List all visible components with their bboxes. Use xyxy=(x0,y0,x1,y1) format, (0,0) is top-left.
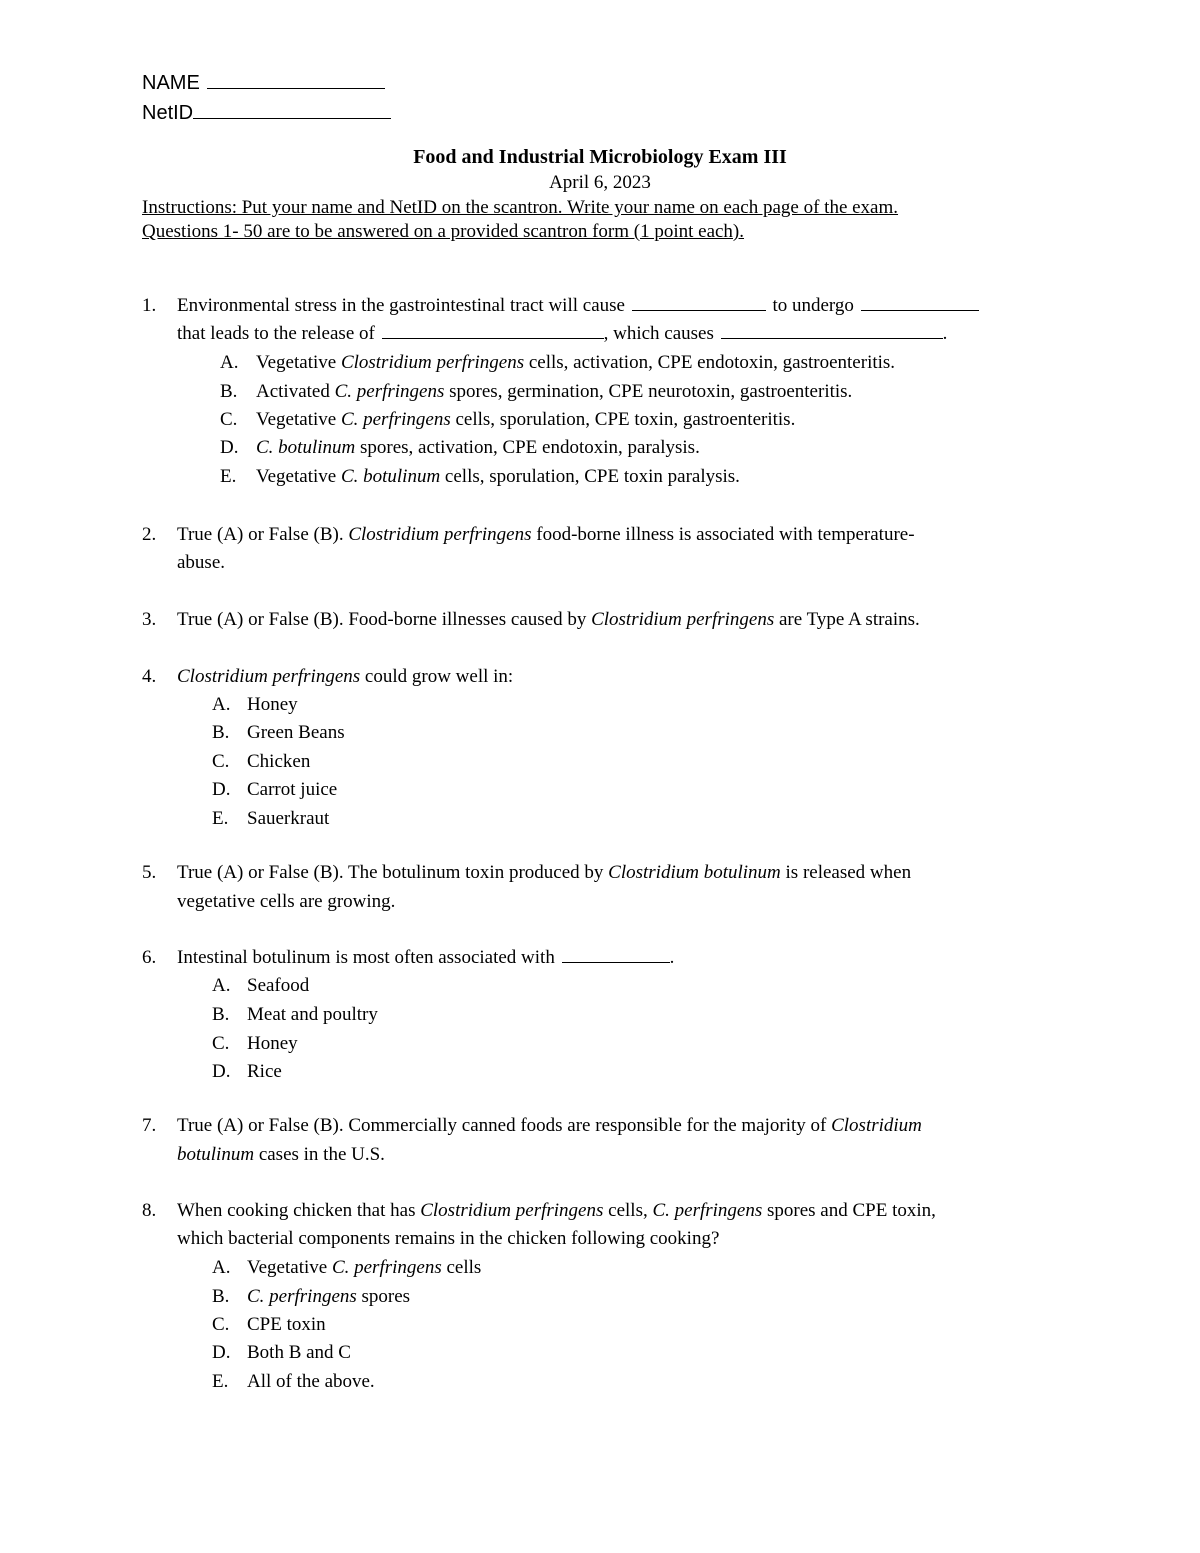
question-text-line: which bacterial components remains in the chicken following cooking? xyxy=(177,1228,720,1249)
question-text-line: Intestinal botulinum is most often associated with . xyxy=(177,947,675,968)
option-letter: A. xyxy=(212,1257,231,1278)
option-text: Seafood xyxy=(247,975,310,996)
option-letter: E. xyxy=(212,808,229,829)
option-letter: A. xyxy=(212,694,231,715)
question-text-line: Environmental stress in the gastrointestinal tract will cause to undergo xyxy=(177,295,981,317)
exam-title: Food and Industrial Microbiology Exam III xyxy=(413,146,787,168)
exam-date: April 6, 2023 xyxy=(549,172,651,193)
option-text: Sauerkraut xyxy=(247,808,330,829)
option-text: Honey xyxy=(247,694,298,715)
question-text-line: vegetative cells are growing. xyxy=(177,891,396,912)
option-letter: A. xyxy=(212,975,231,996)
option-letter: E. xyxy=(212,1371,229,1392)
option-letter: E. xyxy=(220,466,237,487)
name-field xyxy=(142,72,387,95)
question-text-line: botulinum cases in the U.S. xyxy=(177,1144,385,1165)
netid-blank xyxy=(193,103,391,119)
option-letter: A. xyxy=(220,352,239,373)
answer-blank xyxy=(382,323,604,339)
option-letter: B. xyxy=(212,1286,230,1307)
name-blank xyxy=(207,73,385,89)
option-letter: D. xyxy=(212,1061,231,1082)
option-letter: C. xyxy=(212,751,230,772)
question-number: 1. xyxy=(142,295,157,316)
option-letter: D. xyxy=(220,437,239,458)
question-text-line: True (A) or False (B). Commercially canned foods are responsible for the majority of Clostridium xyxy=(177,1115,922,1136)
answer-blank xyxy=(562,947,670,963)
option-text: Activated C. perfringens spores, germination, CPE neurotoxin, gastroenteritis. xyxy=(256,381,853,402)
option-text: Both B and C xyxy=(247,1342,351,1363)
question-number: 4. xyxy=(142,666,157,687)
option-letter: B. xyxy=(212,722,230,743)
option-letter: D. xyxy=(212,779,231,800)
option-letter: B. xyxy=(220,381,238,402)
option-text: Vegetative C. botulinum cells, sporulation, CPE toxin paralysis. xyxy=(256,466,740,487)
option-text: C. botulinum spores, activation, CPE endotoxin, paralysis. xyxy=(256,437,700,458)
option-letter: C. xyxy=(212,1314,230,1335)
option-text: Vegetative C. perfringens cells xyxy=(247,1257,482,1278)
question-number: 7. xyxy=(142,1115,157,1136)
option-text: CPE toxin xyxy=(247,1314,326,1335)
question-text-line: that leads to the release of , which causes . xyxy=(177,323,948,344)
option-text: Green Beans xyxy=(247,722,345,743)
option-letter: D. xyxy=(212,1342,231,1363)
option-letter: C. xyxy=(220,409,238,430)
question-text-line: When cooking chicken that has Clostridium perfringens cells, C. perfringens spores and CPE toxin, xyxy=(177,1200,936,1221)
option-text: Rice xyxy=(247,1061,282,1082)
option-text: All of the above. xyxy=(247,1371,375,1392)
answer-blank xyxy=(861,295,979,311)
question-number: 3. xyxy=(142,609,157,630)
option-text: C. perfringens spores xyxy=(247,1286,411,1307)
option-text: Honey xyxy=(247,1033,298,1054)
name-label: NAME xyxy=(142,72,200,94)
netid-label: NetID xyxy=(142,102,194,124)
option-text: Vegetative Clostridium perfringens cells, activation, CPE endotoxin, gastroenteritis. xyxy=(256,352,896,373)
question-number: 5. xyxy=(142,862,157,883)
question-text-line: True (A) or False (B). The botulinum toxin produced by Clostridium botulinum is released when xyxy=(177,862,912,883)
question-text-line: Clostridium perfringens could grow well in: xyxy=(177,666,514,687)
question-text-line: True (A) or False (B). Clostridium perfringens food-borne illness is associated with temperature- xyxy=(177,524,915,545)
option-letter: C. xyxy=(212,1033,230,1054)
option-text: Meat and poultry xyxy=(247,1004,378,1025)
question-text-line: abuse. xyxy=(177,552,226,573)
question-text-line: True (A) or False (B). Food-borne illnesses caused by Clostridium perfringens are Type A strains. xyxy=(177,609,920,630)
answer-blank xyxy=(721,323,943,339)
answer-blank xyxy=(632,295,766,311)
instructions-line-2: Questions 1- 50 are to be answered on a provided scantron form (1 point each). xyxy=(142,221,745,242)
netid-field xyxy=(142,102,393,125)
option-letter: B. xyxy=(212,1004,230,1025)
instructions-line-1: Instructions: Put your name and NetID on the scantron. Write your name on each page of the exam. xyxy=(142,197,899,218)
option-text: Chicken xyxy=(247,751,311,772)
question-number: 8. xyxy=(142,1200,157,1221)
question-number: 2. xyxy=(142,524,157,545)
option-text: Carrot juice xyxy=(247,779,338,800)
question-number: 6. xyxy=(142,947,157,968)
option-text: Vegetative C. perfringens cells, sporulation, CPE toxin, gastroenteritis. xyxy=(256,409,796,430)
